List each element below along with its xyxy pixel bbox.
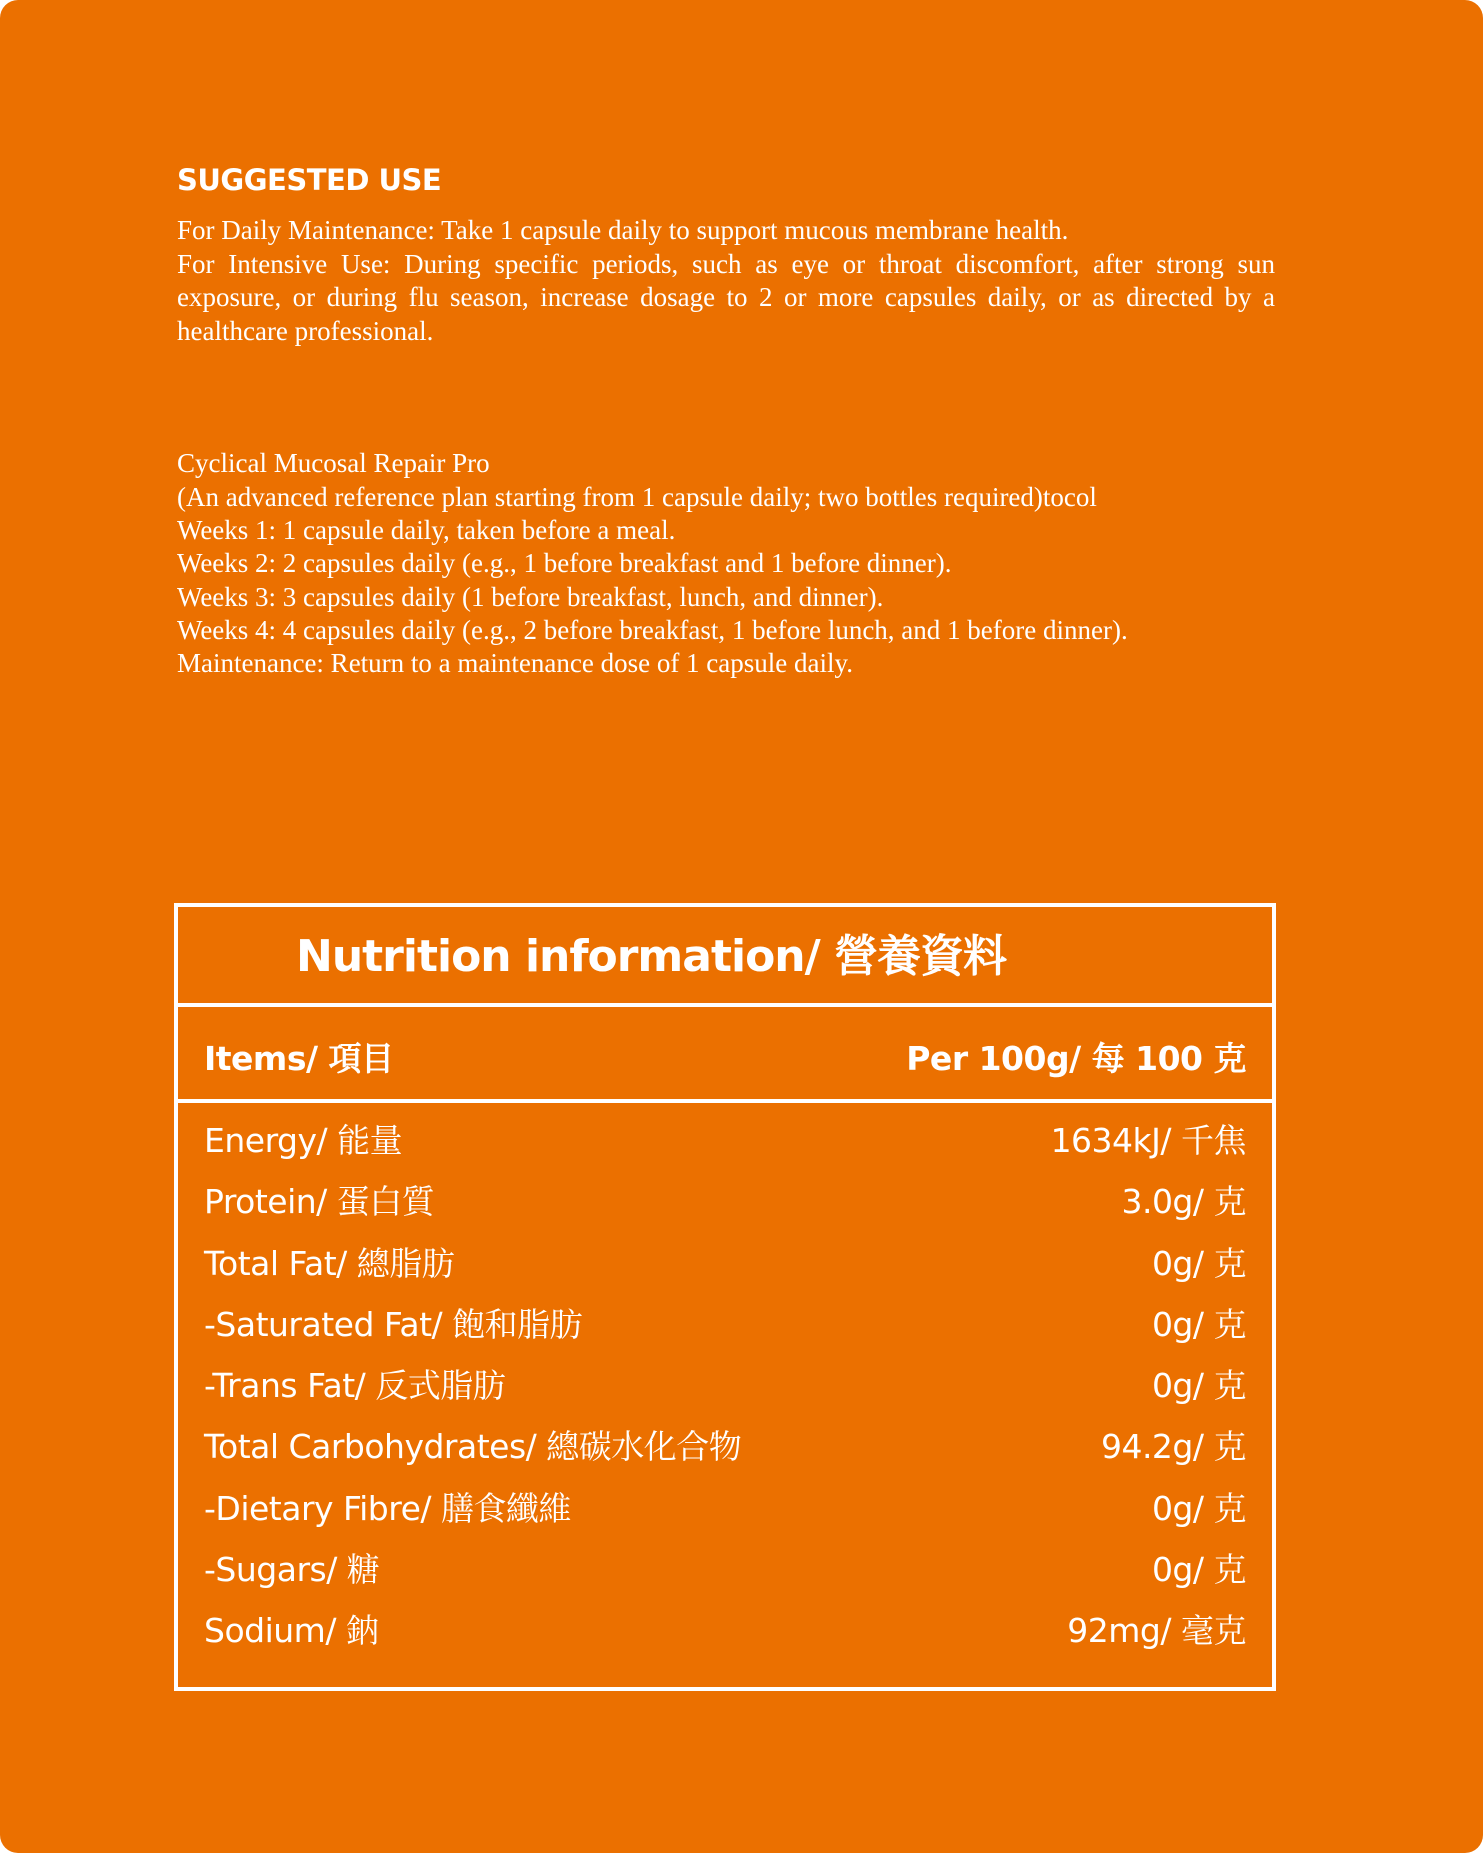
table-row bbox=[178, 1364, 1272, 1425]
row-item: -Dietary Fibre/ 膳食纖維 bbox=[204, 1488, 571, 1528]
row-item: Sodium/ 鈉 bbox=[204, 1611, 379, 1651]
row-value: 94.2g/ 克 bbox=[1100, 1427, 1246, 1467]
intensive-use-text: For Intensive Use: During specific periods, such as eye or throat discomfort, after strong sun exposure, or during flu season, increase dosage to 2 or more capsules daily, or as directed by a healthcare professional. bbox=[177, 248, 1275, 346]
table-row bbox=[178, 1609, 1272, 1670]
plan-week-3: Weeks 3: 3 capsules daily (1 before breakfast, lunch, and dinner). bbox=[177, 581, 884, 612]
nutrition-title: Nutrition information/ 營養資料 bbox=[296, 931, 1007, 982]
plan-maintenance: Maintenance: Return to a maintenance dose of 1 capsule daily. bbox=[177, 648, 854, 679]
row-value: 1634kJ/ 千焦 bbox=[1050, 1121, 1246, 1160]
row-value: 3.0g/ 克 bbox=[1121, 1182, 1246, 1222]
nutrition-title-bar bbox=[178, 907, 1272, 1007]
row-item: -Trans Fat/ 反式脂肪 bbox=[204, 1366, 506, 1406]
plan-week-4: Weeks 4: 4 capsules daily (e.g., 2 before breakfast, 1 before lunch, and 1 before dinner). bbox=[177, 614, 1128, 645]
table-row bbox=[178, 1242, 1272, 1303]
row-item: Protein/ 蛋白質 bbox=[204, 1182, 435, 1222]
row-value: 0g/ 克 bbox=[1151, 1488, 1246, 1528]
daily-maintenance-text: For Daily Maintenance: Take 1 capsule daily to support mucous membrane health. bbox=[177, 215, 1069, 245]
row-item: -Sugars/ 糖 bbox=[204, 1550, 380, 1590]
row-value: 0g/ 克 bbox=[1151, 1243, 1246, 1283]
table-row bbox=[178, 1425, 1272, 1486]
plan-week-1: Weeks 1: 1 capsule daily, taken before a meal. bbox=[177, 515, 676, 546]
table-row bbox=[178, 1119, 1272, 1180]
repair-plan-section bbox=[177, 446, 1275, 680]
row-value: 0g/ 克 bbox=[1151, 1304, 1246, 1344]
row-value: 0g/ 克 bbox=[1151, 1366, 1246, 1406]
nutrition-header-row bbox=[178, 1007, 1272, 1103]
header-per-100g: Per 100g/ 每 100 克 bbox=[906, 1039, 1246, 1078]
table-row bbox=[178, 1303, 1272, 1364]
row-value: 92mg/ 毫克 bbox=[1067, 1611, 1246, 1651]
row-value: 0g/ 克 bbox=[1151, 1550, 1246, 1590]
row-item: Energy/ 能量 bbox=[204, 1121, 403, 1160]
row-item: -Saturated Fat/ 飽和脂肪 bbox=[204, 1304, 583, 1344]
suggested-use-title: SUGGESTED USE bbox=[177, 163, 442, 197]
table-row bbox=[178, 1487, 1272, 1548]
plan-week-2: Weeks 2: 2 capsules daily (e.g., 1 before breakfast and 1 before dinner). bbox=[177, 548, 952, 579]
row-item: Total Carbohydrates/ 總碳水化合物 bbox=[204, 1427, 742, 1467]
header-items: Items/ 項目 bbox=[204, 1039, 394, 1078]
nutrition-rows bbox=[178, 1119, 1272, 1671]
suggested-use-section bbox=[177, 160, 1275, 348]
table-row bbox=[178, 1548, 1272, 1609]
plan-note: (An advanced reference plan starting from 1 capsule daily; two bottles required)tocol bbox=[177, 482, 1097, 512]
plan-name: Cyclical Mucosal Repair Pro bbox=[177, 448, 490, 478]
row-item: Total Fat/ 總脂肪 bbox=[204, 1243, 455, 1283]
nutrition-table bbox=[174, 903, 1276, 1691]
table-row bbox=[178, 1180, 1272, 1241]
